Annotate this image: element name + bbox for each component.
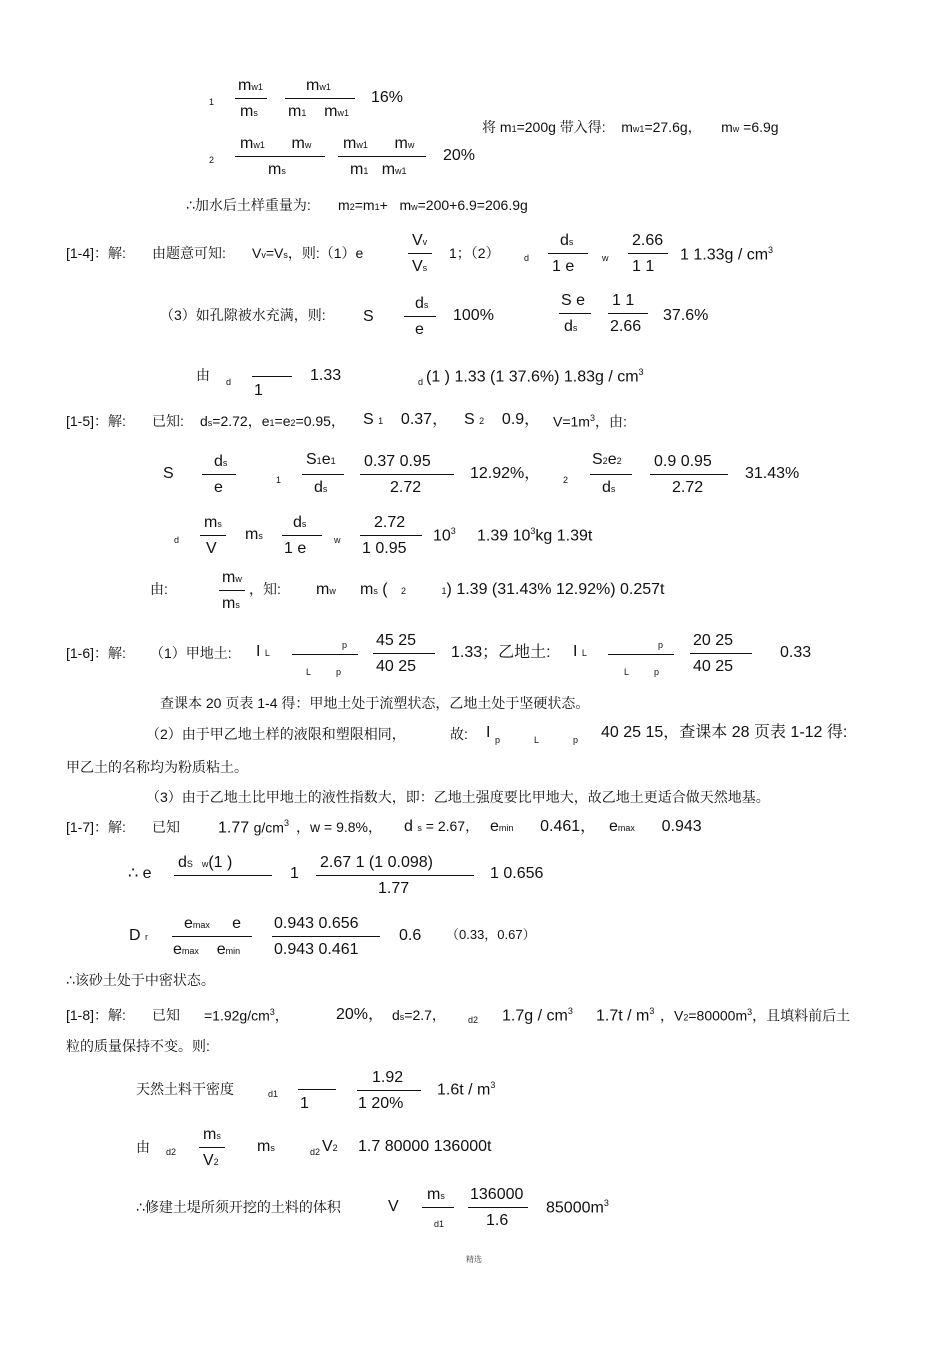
text-fragment: 由 bbox=[136, 1139, 150, 1155]
expression: 1.7 80000 136000t bbox=[358, 1138, 492, 1155]
value: 1.33 bbox=[310, 367, 342, 384]
subscript: 2 bbox=[563, 475, 569, 485]
range-note: （0.33，0.67） bbox=[446, 927, 536, 942]
frac-den: Vs bbox=[412, 258, 428, 275]
frac-den: 0.943 0.461 bbox=[274, 941, 359, 958]
frac-num: p bbox=[658, 640, 664, 650]
text-fragment: 1；（2） bbox=[449, 245, 500, 261]
subscript: 1 bbox=[276, 475, 282, 485]
frac-den: 2.72 bbox=[672, 479, 704, 496]
frac-den: 40 25 bbox=[376, 658, 417, 675]
fraction-bar bbox=[272, 936, 380, 937]
fraction-bar bbox=[235, 156, 325, 157]
conclusion: ∴该砂土处于中密状态。 bbox=[66, 972, 215, 988]
frac-den: 1 bbox=[300, 1095, 309, 1112]
frac-num: dS w(1 ) bbox=[178, 854, 233, 871]
given-S1: S 1 0.37， bbox=[363, 411, 449, 428]
result-value: 1 0.656 bbox=[490, 865, 544, 882]
given-rho: 1.77 $g/cm^3$ bbox=[218, 818, 289, 837]
given-ds: d s = 2.67， bbox=[404, 818, 480, 835]
section-label: [1-7]：解: bbox=[66, 819, 126, 835]
vv-eq: Vv=Vs，则:（1）e bbox=[252, 245, 364, 261]
subscript: d bbox=[524, 253, 530, 263]
frac-den: 1 bbox=[254, 382, 263, 399]
result-value: 1.33；乙地土: bbox=[451, 644, 551, 661]
frac-num: ds bbox=[560, 232, 574, 249]
index-2: 2 bbox=[209, 155, 215, 165]
frac-num: 20 25 bbox=[693, 632, 734, 649]
symbol: ∴ e bbox=[128, 865, 152, 882]
frac-den: ms bbox=[222, 595, 240, 612]
frac-den: 2.72 bbox=[390, 479, 422, 496]
symbol: I L bbox=[573, 643, 587, 660]
fraction-bar bbox=[373, 653, 435, 654]
value: 100% bbox=[453, 307, 494, 324]
index-1: 1 bbox=[209, 97, 215, 107]
frac-num: mw bbox=[222, 569, 242, 586]
result-value: 1 $1.33g / cm^3$ bbox=[680, 245, 774, 264]
value: 1.39 $10^3kg$ 1.39t bbox=[477, 526, 593, 545]
section-label: [1-4]：解: bbox=[66, 245, 126, 261]
subscript: L bbox=[534, 735, 540, 745]
frac-den: ds bbox=[602, 479, 616, 496]
section-label: [1-6]：解: bbox=[66, 645, 126, 661]
frac-num: Vv bbox=[412, 232, 428, 249]
fraction-bar bbox=[468, 1207, 528, 1208]
subscript: d bbox=[418, 377, 424, 387]
frac-den: 1.77 bbox=[378, 880, 410, 897]
value: $1.7t / m^3$ bbox=[596, 1006, 655, 1025]
subscript: d bbox=[174, 535, 180, 545]
frac-den: e bbox=[214, 479, 223, 496]
expression: 40 25 15，查课本 28 页表 1-12 得: bbox=[601, 724, 848, 741]
frac-num: 1.92 bbox=[372, 1069, 404, 1086]
frac-num: emax e bbox=[184, 915, 242, 932]
subscript: p bbox=[573, 735, 579, 745]
intro-text: 由题意可知: bbox=[152, 245, 226, 261]
result-value: 31.43% bbox=[745, 465, 800, 482]
frac-num: S e bbox=[561, 292, 586, 309]
fraction-bar bbox=[628, 253, 668, 254]
fraction-bar bbox=[282, 535, 322, 536]
value: $10^3$ bbox=[433, 526, 456, 545]
frac-den: ds bbox=[564, 318, 578, 335]
frac-den: V2 bbox=[203, 1152, 219, 1169]
text-fragment: 故: bbox=[450, 726, 468, 742]
page-footer: 精选 bbox=[466, 1255, 482, 1264]
text-fragment: （1）甲地土: bbox=[150, 645, 232, 661]
fraction-bar bbox=[302, 474, 344, 475]
frac-num: mw1 bbox=[238, 77, 263, 94]
paragraph: 粒的质量保持不变。则: bbox=[66, 1038, 210, 1054]
result-value: 0.33 bbox=[780, 644, 812, 661]
frac-num: 2.66 bbox=[632, 232, 664, 249]
frac-den: 1 e bbox=[552, 258, 575, 275]
given-rho: $=1.92g/cm^3$， bbox=[204, 1007, 289, 1024]
subscript: p bbox=[495, 735, 501, 745]
fraction-bar bbox=[548, 253, 588, 254]
frac-den: V bbox=[206, 540, 217, 557]
frac-num: p bbox=[342, 640, 348, 650]
fraction-bar bbox=[360, 535, 422, 536]
frac-num: mw1 mw bbox=[343, 135, 415, 152]
result-value: 16% bbox=[371, 89, 404, 106]
symbol: I L bbox=[256, 643, 270, 660]
frac-num: ms bbox=[204, 514, 222, 531]
fraction-bar bbox=[219, 590, 245, 591]
symbol: I bbox=[486, 724, 491, 741]
result-value: 0.6 bbox=[399, 927, 422, 944]
symbol: mw bbox=[316, 581, 336, 598]
frac-den: ms bbox=[240, 103, 258, 120]
frac-den: 1 e bbox=[284, 540, 307, 557]
frac-den: 2.66 bbox=[610, 318, 642, 335]
frac-num: ms bbox=[427, 1186, 445, 1203]
fraction-bar bbox=[202, 474, 236, 475]
frac-den: 40 25 bbox=[693, 658, 734, 675]
known-text: 已知 bbox=[152, 1007, 180, 1023]
frac-num: ds bbox=[415, 295, 429, 312]
given-w: ，w = 9.8%， bbox=[296, 819, 382, 835]
paragraph: 查课本 20 页表 1-4 得：甲地土处于流塑状态，乙地土处于坚硬状态。 bbox=[160, 695, 590, 711]
fraction-bar bbox=[360, 474, 454, 475]
fraction-bar bbox=[338, 156, 426, 157]
frac-num: S1e1 bbox=[306, 451, 336, 468]
section-label: [1-8]：解: bbox=[66, 1007, 126, 1023]
fraction-bar bbox=[298, 1089, 336, 1090]
fraction-bar bbox=[608, 313, 648, 314]
frac-num: 0.9 0.95 bbox=[654, 453, 712, 470]
frac-den: d1 bbox=[434, 1219, 445, 1229]
fraction-bar bbox=[357, 1090, 421, 1091]
result-value: 37.6% bbox=[663, 307, 709, 324]
frac-den: 1.6 bbox=[486, 1212, 509, 1229]
value: 1 bbox=[290, 865, 299, 882]
frac-num: 1 1 bbox=[612, 292, 635, 309]
paragraph: 甲乙土的名称均为粉质粘土。 bbox=[66, 759, 248, 775]
frac-den: ms bbox=[268, 161, 286, 178]
frac-num: ds bbox=[293, 514, 307, 531]
frac-num: 2.72 bbox=[374, 514, 406, 531]
symbol: V bbox=[388, 1198, 399, 1215]
known-text: 已知: bbox=[152, 413, 184, 429]
fraction-bar bbox=[200, 535, 226, 536]
symbol: S bbox=[363, 308, 374, 325]
frac-num: mw1 mw bbox=[240, 135, 312, 152]
given-V: $V=1m^3$，由: bbox=[553, 413, 627, 430]
fraction-bar bbox=[404, 316, 436, 317]
part3-text: （3）如孔隙被水充满，则: bbox=[160, 307, 326, 323]
fraction-bar bbox=[690, 653, 752, 654]
fraction-bar bbox=[285, 98, 355, 99]
fraction-bar bbox=[252, 376, 292, 377]
subscript: d1 bbox=[268, 1089, 279, 1099]
symbol: S bbox=[163, 465, 174, 482]
symbol: D r bbox=[129, 927, 149, 944]
known-text: 已知 bbox=[152, 819, 180, 835]
text-fragment: ∴修建土堤所须开挖的土料的体积 bbox=[136, 1199, 341, 1215]
frac-den: emax emin bbox=[173, 941, 241, 958]
frac-num: ds bbox=[214, 453, 228, 470]
result-value: $1.6t / m^3$ bbox=[437, 1080, 496, 1099]
fraction-bar bbox=[292, 654, 358, 655]
frac-den: L p bbox=[306, 667, 342, 677]
subscript: d2 bbox=[166, 1147, 177, 1157]
expression: (1 ) 1.33 (1 37.6%) $1.83g / cm^3$ bbox=[426, 367, 644, 386]
frac-num: ms bbox=[203, 1126, 221, 1143]
fraction-bar bbox=[608, 654, 674, 655]
fraction-bar bbox=[316, 875, 474, 876]
given-ds: ds=2.7， bbox=[392, 1007, 446, 1023]
frac-den: e bbox=[415, 321, 424, 338]
paragraph: （3）由于乙地土比甲地土的液性指数大，即：乙地土强度要比甲地大，故乙地土更适合做天然地基。 bbox=[146, 789, 770, 805]
given-V2: ，$V2=80000m^3$，且填料前后土 bbox=[660, 1007, 851, 1024]
fraction-bar bbox=[174, 875, 272, 876]
conclusion: ∴加水后土样重量为: m2=m1+ mw=200+6.9=206.9g bbox=[186, 197, 528, 213]
frac-den: ds bbox=[314, 479, 328, 496]
given-values: ds=2.72，e1=e2=0.95， bbox=[200, 413, 345, 429]
paragraph: （2）由于甲乙地土样的液限和塑限相同， bbox=[146, 726, 406, 742]
frac-den: m1 mw1 bbox=[288, 103, 349, 120]
subscript: w bbox=[602, 253, 609, 263]
expression: ms ( 2 1) 1.39 (31.43% 12.92%) 0.257t bbox=[360, 581, 665, 598]
frac-den: 1 0.95 bbox=[362, 540, 407, 557]
fraction-bar bbox=[199, 1147, 225, 1148]
fraction-bar bbox=[408, 253, 432, 254]
text-fragment: 由 bbox=[196, 367, 210, 383]
frac-den: m1 mw1 bbox=[350, 161, 407, 178]
fraction-bar bbox=[650, 474, 728, 475]
fraction-bar bbox=[172, 936, 252, 937]
given-w: 20%， bbox=[336, 1006, 385, 1023]
fraction-bar bbox=[422, 1207, 454, 1208]
subscript: w bbox=[334, 535, 341, 545]
frac-num: 2.67 1 (1 0.098) bbox=[320, 854, 433, 871]
result-value: 12.92%， bbox=[470, 465, 541, 482]
text-fragment: 由: bbox=[150, 581, 168, 597]
symbol: ms bbox=[245, 526, 263, 543]
frac-num: 45 25 bbox=[376, 632, 417, 649]
frac-den: 1 20% bbox=[358, 1095, 404, 1112]
fraction-bar bbox=[235, 98, 267, 99]
symbol: V2 bbox=[322, 1138, 338, 1155]
subscript: d2 bbox=[468, 1015, 479, 1025]
frac-den: 1 1 bbox=[632, 258, 655, 275]
section-label: [1-5]：解: bbox=[66, 413, 126, 429]
value: $1.7g / cm^3$ bbox=[502, 1006, 573, 1025]
substitution-note: 将 m1=200g 带入得: mw1=27.6g， mw =6.9g bbox=[482, 119, 779, 135]
given-emax: emax 0.943 bbox=[609, 818, 702, 835]
given-emin: emin 0.461， bbox=[490, 818, 597, 835]
text-fragment: 天然土料干密度 bbox=[136, 1081, 234, 1097]
frac-num: S2e2 bbox=[592, 451, 622, 468]
subscript: d bbox=[226, 377, 232, 387]
frac-den: L p bbox=[624, 667, 660, 677]
subscript: d2 bbox=[310, 1147, 321, 1157]
result-value: $85000m^3$ bbox=[546, 1198, 609, 1217]
frac-num: 0.943 0.656 bbox=[274, 915, 359, 932]
given-S2: S 2 0.9， bbox=[464, 411, 541, 428]
frac-num: 136000 bbox=[470, 1186, 524, 1203]
fraction-bar bbox=[559, 313, 591, 314]
symbol: ms bbox=[257, 1138, 275, 1155]
fraction-bar bbox=[590, 474, 632, 475]
frac-num: 0.37 0.95 bbox=[364, 453, 431, 470]
frac-num: mw1 bbox=[306, 77, 331, 94]
text-fragment: ，知: bbox=[249, 581, 281, 597]
result-value: 20% bbox=[443, 147, 476, 164]
